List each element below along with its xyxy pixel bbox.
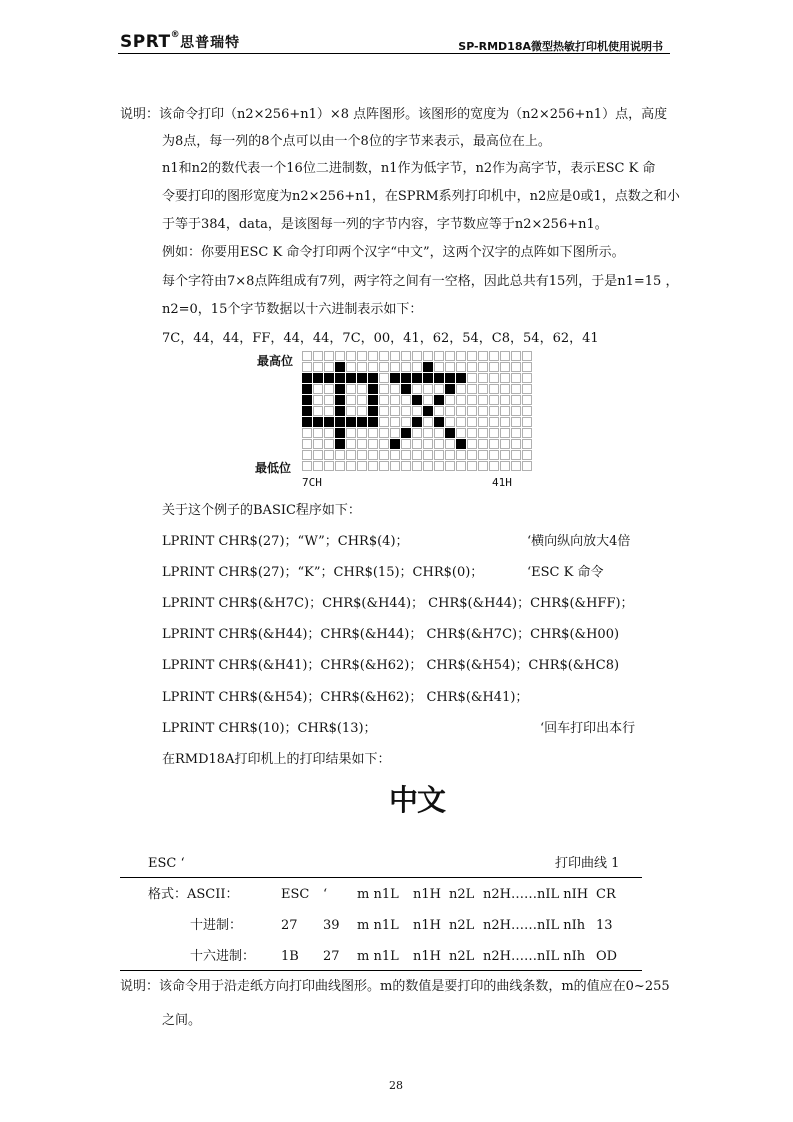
- dot-off: [324, 406, 334, 416]
- basic-code-line: LPRINT CHR$(27)；“W”；CHR$(4)；: [162, 534, 409, 549]
- command-name: ESC ‘: [148, 856, 185, 871]
- dot-off: [423, 450, 433, 460]
- dot-off: [489, 384, 499, 394]
- dot-on: [412, 373, 422, 383]
- desc-line-7: 每个字符由7×8点阵组成有7列，两字符之间有一空格，因此总共有15列，于是n1=15 ，: [162, 274, 679, 289]
- dot-off: [522, 373, 532, 383]
- dot-off: [346, 406, 356, 416]
- dot-off: [390, 417, 400, 427]
- dot-off: [401, 362, 411, 372]
- dot-off: [401, 351, 411, 361]
- dot-off: [368, 362, 378, 372]
- dot-off: [489, 406, 499, 416]
- dot-off: [456, 428, 466, 438]
- basic-code-line: LPRINT CHR$(27)；“K”；CHR$(15)；CHR$(0)；: [162, 565, 484, 580]
- dot-off: [478, 373, 488, 383]
- dot-off: [456, 384, 466, 394]
- dot-off: [412, 362, 422, 372]
- command-row-cell: m n1L: [357, 918, 399, 933]
- dot-on: [335, 362, 345, 372]
- dot-off: [478, 439, 488, 449]
- hex-bytes-line: 7C，44，44，FF，44，44，7C，00，41，62，54，C8，54，62，41: [162, 331, 599, 346]
- dot-on: [324, 417, 334, 427]
- dot-on: [368, 373, 378, 383]
- result-intro: 在RMD18A打印机上的打印结果如下：: [162, 752, 391, 767]
- dot-off: [522, 417, 532, 427]
- basic-code-line: LPRINT CHR$(10)；CHR$(13)；: [162, 721, 377, 736]
- dot-on: [368, 395, 378, 405]
- desc-line-8: n2=0，15个字节数据以十六进制表示如下：: [162, 302, 423, 317]
- command-row-cell: n1H: [413, 918, 441, 933]
- dot-off: [522, 384, 532, 394]
- dot-off: [500, 362, 510, 372]
- basic-code-line: LPRINT CHR$(&H41)；CHR$(&H62)； CHR$(&H54)；CHR$(&HC8): [162, 658, 620, 673]
- dot-off: [379, 351, 389, 361]
- dot-off: [434, 450, 444, 460]
- dot-off: [445, 417, 455, 427]
- dot-on: [357, 417, 367, 427]
- dot-on: [445, 428, 455, 438]
- dot-off: [500, 406, 510, 416]
- dot-off: [522, 406, 532, 416]
- dot-on: [445, 384, 455, 394]
- dot-off: [346, 395, 356, 405]
- dot-off: [511, 351, 521, 361]
- dot-off: [302, 428, 312, 438]
- dot-on: [423, 406, 433, 416]
- dot-off: [335, 461, 345, 471]
- dot-off: [346, 362, 356, 372]
- grid-label-first-col: 7CH: [302, 476, 322, 489]
- dot-off: [324, 439, 334, 449]
- dot-on: [302, 395, 312, 405]
- dot-off: [390, 450, 400, 460]
- dot-off: [313, 439, 323, 449]
- dot-off: [401, 439, 411, 449]
- dot-off: [478, 384, 488, 394]
- dot-off: [445, 362, 455, 372]
- dot-off: [467, 384, 477, 394]
- dot-off: [489, 417, 499, 427]
- dot-on: [302, 384, 312, 394]
- logo-reg-mark: ®: [170, 30, 181, 40]
- command-row-cell: 13: [596, 918, 613, 933]
- command-row-cell: m n1L: [357, 949, 399, 964]
- dot-off: [478, 395, 488, 405]
- basic-code-line: LPRINT CHR$(&H7C)；CHR$(&H44)； CHR$(&H44)；CHR$(&HFF)；: [162, 596, 634, 611]
- dot-on: [390, 373, 400, 383]
- basic-comment: ‘横向纵向放大4倍: [527, 534, 631, 549]
- logo-cn-name: 思普瑞特: [180, 35, 241, 51]
- basic-intro: 关于这个例子的BASIC程序如下：: [162, 503, 361, 518]
- dot-off: [357, 351, 367, 361]
- desc-line-1: 说明：该命令打印（n2×256+n1）×8 点阵图形。该图形的宽度为（n2×256+n1）点，高度: [120, 107, 668, 122]
- dot-off: [335, 450, 345, 460]
- dot-off: [401, 450, 411, 460]
- dot-off: [390, 395, 400, 405]
- brand-logo: [120, 32, 240, 52]
- dot-off: [313, 450, 323, 460]
- command-row-cell: ‘: [323, 887, 328, 902]
- dot-on: [335, 428, 345, 438]
- dot-off: [390, 461, 400, 471]
- dot-off: [412, 461, 422, 471]
- dot-on: [357, 373, 367, 383]
- dot-off: [467, 417, 477, 427]
- dot-off: [500, 417, 510, 427]
- print-result-sample: 中文: [389, 783, 446, 817]
- dot-off: [390, 362, 400, 372]
- dot-off: [522, 362, 532, 372]
- dot-on: [456, 373, 466, 383]
- dot-on: [346, 373, 356, 383]
- dot-off: [346, 450, 356, 460]
- dot-on: [434, 417, 444, 427]
- dot-on: [335, 417, 345, 427]
- dot-on: [302, 373, 312, 383]
- dot-off: [368, 461, 378, 471]
- dot-on: [390, 439, 400, 449]
- command-row-cell: CR: [596, 887, 616, 902]
- dot-off: [522, 395, 532, 405]
- dot-off: [423, 384, 433, 394]
- dot-off: [346, 461, 356, 471]
- dot-off: [467, 395, 477, 405]
- dot-off: [445, 395, 455, 405]
- command-row-cell: n2H……nIL nIh: [483, 949, 586, 964]
- dot-on: [368, 384, 378, 394]
- dot-off: [489, 461, 499, 471]
- dot-off: [434, 406, 444, 416]
- dot-off: [313, 461, 323, 471]
- dot-off: [346, 428, 356, 438]
- command-row-cell: 39: [323, 918, 340, 933]
- command-row-cell: 1B: [281, 949, 299, 964]
- dot-off: [324, 351, 334, 361]
- dot-off: [390, 384, 400, 394]
- dot-off: [335, 351, 345, 361]
- dot-off: [357, 406, 367, 416]
- command-row-cell: n2L: [449, 949, 475, 964]
- dot-off: [456, 417, 466, 427]
- dot-off: [511, 450, 521, 460]
- dot-off: [434, 362, 444, 372]
- dot-on: [324, 373, 334, 383]
- dot-off: [478, 450, 488, 460]
- command-desc-line-2: 之间。: [162, 1013, 202, 1028]
- dot-off: [478, 406, 488, 416]
- dot-off: [489, 439, 499, 449]
- dot-off: [302, 461, 312, 471]
- dot-off: [500, 384, 510, 394]
- dot-off: [412, 428, 422, 438]
- command-row-cell: n2L: [449, 918, 475, 933]
- command-row-label: 格式：ASCII：: [148, 887, 239, 902]
- dot-on: [313, 373, 323, 383]
- dot-off: [500, 351, 510, 361]
- dot-off: [467, 373, 477, 383]
- dot-off: [500, 395, 510, 405]
- dot-off: [357, 362, 367, 372]
- dot-off: [489, 362, 499, 372]
- desc-line-2: 为8点，每一列的8个点可以由一个8位的字节来表示，最高位在上。: [162, 134, 551, 149]
- dot-on: [313, 417, 323, 427]
- dot-off: [467, 351, 477, 361]
- command-row-cell: n2H……nIL nIh: [483, 918, 586, 933]
- dot-off: [313, 428, 323, 438]
- dot-off: [412, 406, 422, 416]
- dot-off: [423, 417, 433, 427]
- dot-off: [324, 384, 334, 394]
- dot-off: [313, 351, 323, 361]
- dot-off: [423, 351, 433, 361]
- dot-off: [522, 450, 532, 460]
- dot-off: [478, 351, 488, 361]
- dot-off: [379, 373, 389, 383]
- dot-off: [511, 417, 521, 427]
- dot-off: [324, 450, 334, 460]
- dot-off: [500, 450, 510, 460]
- dot-off: [379, 362, 389, 372]
- command-row-cell: n1H: [413, 949, 441, 964]
- dot-off: [500, 373, 510, 383]
- dot-on: [401, 428, 411, 438]
- dot-off: [379, 428, 389, 438]
- dot-off: [313, 362, 323, 372]
- dot-off: [357, 461, 367, 471]
- dot-off: [313, 406, 323, 416]
- grid-label-msb: 最高位: [257, 354, 294, 368]
- dot-off: [368, 439, 378, 449]
- dot-off: [522, 439, 532, 449]
- dot-off: [423, 461, 433, 471]
- dot-off: [500, 428, 510, 438]
- dot-off: [445, 450, 455, 460]
- basic-comment: ‘ESC K 命令: [527, 565, 604, 580]
- desc-line-5: 于等于384，data，是该图每一列的字节内容，字节数应等于n2×256+n1。: [162, 217, 608, 232]
- dot-off: [346, 439, 356, 449]
- dot-off: [467, 362, 477, 372]
- dot-off: [368, 428, 378, 438]
- dot-off: [445, 439, 455, 449]
- dot-off: [412, 439, 422, 449]
- dot-off: [434, 428, 444, 438]
- dot-off: [478, 428, 488, 438]
- dot-on: [401, 373, 411, 383]
- dot-off: [423, 395, 433, 405]
- dot-off: [401, 461, 411, 471]
- dot-off: [511, 395, 521, 405]
- grid-label-last-col: 41H: [492, 476, 512, 489]
- dot-off: [379, 384, 389, 394]
- dot-off: [357, 439, 367, 449]
- dot-off: [401, 417, 411, 427]
- basic-code-line: LPRINT CHR$(&H54)；CHR$(&H62)； CHR$(&H41)；: [162, 690, 529, 705]
- dot-off: [511, 439, 521, 449]
- command-row-cell: 27: [323, 949, 340, 964]
- desc-line-6: 例如：你要用ESC K 命令打印两个汉字“中文”，这两个汉字的点阵如下图所示。: [162, 245, 625, 260]
- basic-code-line: LPRINT CHR$(&H44)；CHR$(&H44)； CHR$(&H7C)；CHR$(&H00): [162, 627, 620, 642]
- command-row-cell: n1H: [413, 887, 441, 902]
- dot-off: [456, 362, 466, 372]
- dot-off: [456, 395, 466, 405]
- header-rule: [118, 53, 670, 54]
- dot-off: [489, 450, 499, 460]
- basic-comment: ‘回车打印出本行: [540, 721, 636, 736]
- command-title: 打印曲线 1: [555, 856, 620, 871]
- dot-off: [368, 450, 378, 460]
- dot-off: [522, 461, 532, 471]
- dot-off: [445, 351, 455, 361]
- command-row-label: 十六进制：: [190, 949, 256, 964]
- dot-on: [423, 373, 433, 383]
- dot-on: [302, 417, 312, 427]
- dot-off: [379, 406, 389, 416]
- dot-off: [467, 461, 477, 471]
- dot-off: [390, 406, 400, 416]
- dot-off: [456, 351, 466, 361]
- dot-on: [401, 384, 411, 394]
- dot-off: [456, 406, 466, 416]
- dot-off: [522, 428, 532, 438]
- dot-off: [379, 439, 389, 449]
- dot-off: [302, 351, 312, 361]
- dot-off: [302, 450, 312, 460]
- dot-off: [390, 428, 400, 438]
- dot-on: [335, 373, 345, 383]
- dot-off: [478, 461, 488, 471]
- dot-off: [401, 406, 411, 416]
- dot-on: [368, 406, 378, 416]
- dot-off: [324, 428, 334, 438]
- dot-on: [368, 417, 378, 427]
- command-top-rule: [120, 877, 642, 878]
- dot-off: [357, 428, 367, 438]
- dot-on: [335, 406, 345, 416]
- dot-off: [511, 406, 521, 416]
- dot-off: [368, 351, 378, 361]
- command-row-label: 十进制：: [190, 918, 243, 933]
- command-desc-line-1: 说明：该命令用于沿走纸方向打印曲线图形。m的数值是要打印的曲线条数，m的值应在0~255: [120, 979, 670, 994]
- dot-off: [324, 395, 334, 405]
- dot-off: [500, 439, 510, 449]
- dot-on: [434, 373, 444, 383]
- dot-on: [412, 417, 422, 427]
- dot-off: [346, 384, 356, 394]
- dot-off: [456, 450, 466, 460]
- command-row-cell: n2H……nIL nIH: [483, 887, 589, 902]
- dot-off: [511, 373, 521, 383]
- dot-off: [467, 439, 477, 449]
- dot-off: [302, 362, 312, 372]
- dot-off: [511, 384, 521, 394]
- dot-off: [434, 384, 444, 394]
- document-title: SP-RMD18A微型热敏打印机使用说明书: [458, 40, 663, 53]
- dot-on: [335, 384, 345, 394]
- dot-off: [467, 428, 477, 438]
- dot-off: [412, 351, 422, 361]
- dot-off: [379, 395, 389, 405]
- command-row-cell: n2L: [449, 887, 475, 902]
- dot-on: [302, 406, 312, 416]
- dot-off: [313, 384, 323, 394]
- dot-off: [511, 362, 521, 372]
- dot-off: [412, 384, 422, 394]
- command-bottom-rule: [120, 970, 642, 971]
- desc-line-4: 令要打印的图形宽度为n2×256+n1，在SPRM系列打印机中，n2应是0或1，点数之和小: [162, 189, 680, 204]
- dot-off: [434, 461, 444, 471]
- dot-off: [357, 450, 367, 460]
- dot-off: [445, 406, 455, 416]
- dot-off: [412, 450, 422, 460]
- dot-off: [324, 461, 334, 471]
- dot-on: [335, 439, 345, 449]
- logo-brand: SPRT: [120, 32, 171, 52]
- dot-off: [357, 395, 367, 405]
- dot-off: [511, 428, 521, 438]
- dot-off: [478, 362, 488, 372]
- dot-off: [500, 461, 510, 471]
- dot-off: [511, 461, 521, 471]
- dot-off: [467, 450, 477, 460]
- dot-on: [412, 395, 422, 405]
- dot-off: [522, 351, 532, 361]
- dot-off: [379, 461, 389, 471]
- dot-off: [445, 461, 455, 471]
- command-row-cell: ESC: [281, 887, 310, 902]
- dot-off: [489, 351, 499, 361]
- dot-off: [346, 351, 356, 361]
- dot-off: [423, 428, 433, 438]
- command-row-cell: 27: [281, 918, 298, 933]
- dot-off: [467, 406, 477, 416]
- page-number: 28: [389, 1079, 403, 1092]
- dot-off: [423, 439, 433, 449]
- desc-line-3: n1和n2的数代表一个16位二进制数，n1作为低字节，n2作为高字节，表示ESC K 命: [162, 161, 656, 176]
- dot-off: [489, 395, 499, 405]
- command-row-cell: m n1L: [357, 887, 399, 902]
- dot-off: [379, 417, 389, 427]
- dot-on: [335, 395, 345, 405]
- dot-off: [302, 439, 312, 449]
- command-row-cell: OD: [596, 949, 618, 964]
- dot-off: [456, 461, 466, 471]
- dot-on: [423, 362, 433, 372]
- dot-off: [313, 395, 323, 405]
- dot-on: [445, 373, 455, 383]
- dot-on: [346, 417, 356, 427]
- dot-off: [390, 351, 400, 361]
- grid-label-lsb: 最低位: [255, 461, 292, 475]
- dot-off: [379, 450, 389, 460]
- dot-off: [489, 373, 499, 383]
- dot-off: [489, 428, 499, 438]
- dot-off: [434, 351, 444, 361]
- dot-off: [357, 384, 367, 394]
- dot-off: [324, 362, 334, 372]
- dot-off: [401, 395, 411, 405]
- dot-off: [434, 439, 444, 449]
- dot-on: [434, 395, 444, 405]
- dot-on: [456, 439, 466, 449]
- dot-off: [478, 417, 488, 427]
